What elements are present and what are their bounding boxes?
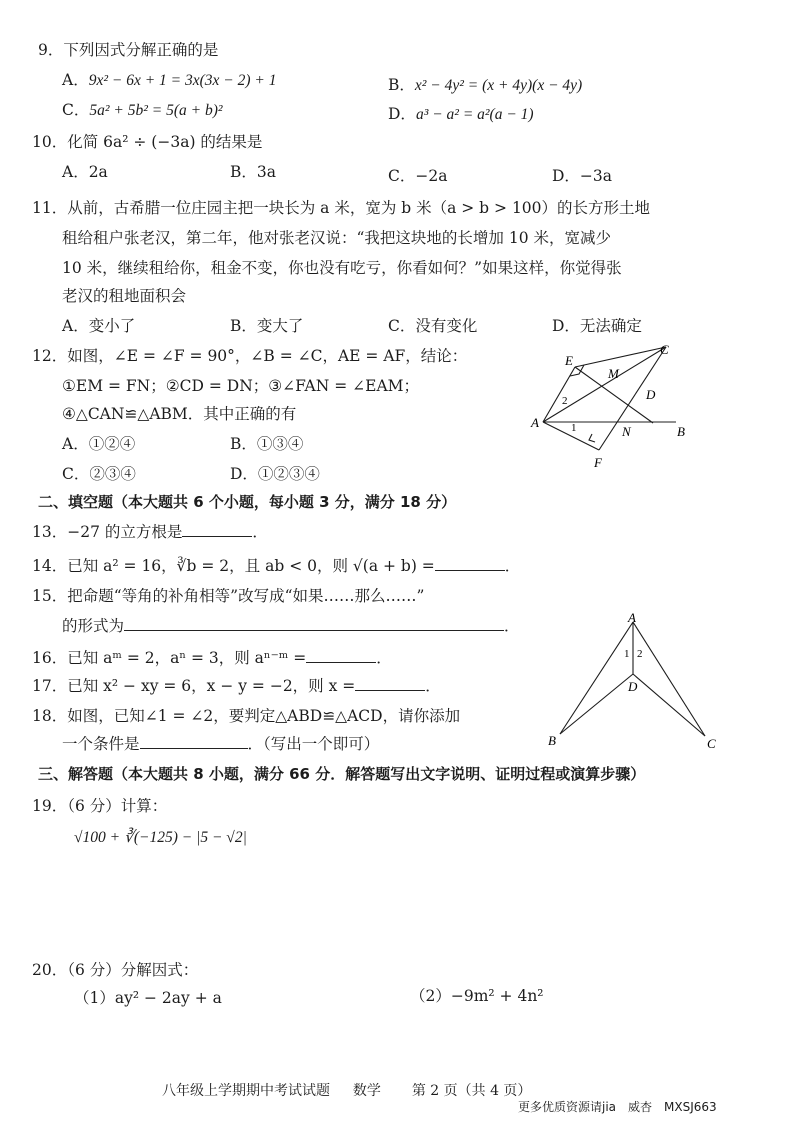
q16	[32, 648, 392, 668]
q12-option-c: C．②③④	[62, 465, 136, 483]
q13-end: ．	[252, 523, 268, 541]
q9-option-a	[62, 70, 277, 91]
q20-part-1: （1）ay² − 2ay + a	[74, 989, 222, 1007]
footer	[162, 1080, 531, 1100]
q10-option-d: D．−3a	[552, 167, 613, 185]
q12-label-a: A	[531, 415, 539, 430]
q16-end: ．	[376, 649, 392, 667]
q12-figure	[526, 340, 706, 475]
q9-option-d	[388, 104, 534, 125]
q18-line-1: 18．如图，已知∠1 = ∠2，要判定△ABD≌△ACD，请你添加	[32, 707, 461, 725]
q12-line-fc	[599, 347, 666, 450]
q12-label-d: D	[646, 387, 656, 402]
q14-text: 14．已知 a² = 16，∛b = 2，且 ab < 0，则 √(a + b) =	[32, 557, 435, 575]
q18-label-a: A	[628, 612, 636, 625]
q19-expression: √100 + ∛(−125) − |5 − √2|	[74, 829, 247, 846]
q9-option-b-expr: x² − 4y² = (x + 4y)(x − 4y)	[414, 77, 583, 94]
q11-option-c: C．没有变化	[388, 317, 478, 335]
q18-end: ．（写出一个即可）	[247, 735, 380, 753]
section-3-title: 三、解答题（本大题共 8 小题，满分 66 分．解答题写出文字说明、证明过程或演算步骤）	[38, 765, 646, 783]
q15-line-1: 15．把命题“等角的补角相等”改写成“如果……那么……”	[32, 587, 425, 605]
q11-line-2: 租给租户张老汉，第二年，他对张老汉说：“我把这块地的长增加 10 米，宽减少	[62, 229, 612, 247]
section-2-title: 二、填空题（本大题共 6 个小题，每小题 3 分，满分 18 分）	[38, 493, 457, 511]
q10-stem: 10．化简 6a² ÷ (−3a) 的结果是	[32, 133, 263, 151]
q11-option-d: D．无法确定	[552, 317, 642, 335]
q9-option-d-expr: a³ − a² = a²(a − 1)	[415, 106, 534, 123]
watermark-text: 更多优质资源请jia 威杏 MXSJ663	[518, 1100, 717, 1114]
q17	[32, 676, 441, 696]
q10-option-a: A．2a	[62, 163, 108, 181]
q16-blank[interactable]	[306, 648, 376, 663]
q18-label-angle-2: 2	[637, 648, 643, 660]
q12-label-n: N	[622, 424, 631, 439]
q9-stem: 9．下列因式分解正确的是	[38, 41, 219, 59]
q17-end: ．	[425, 677, 441, 695]
q9-option-c-label: C．	[62, 101, 90, 119]
q12-label-m: M	[608, 366, 619, 381]
q14	[32, 556, 520, 576]
q11-line-1: 11．从前，古希腊一位庄园主把一块长为 a 米，宽为 b 米（a > b > 100）的长方形土地	[32, 199, 651, 217]
q12-option-b: B．①③④	[230, 435, 304, 453]
q12-right-angle-f	[589, 434, 595, 442]
q12-label-angle-1: 1	[571, 422, 577, 434]
q18-label-d: D	[628, 679, 638, 694]
q14-blank[interactable]	[435, 556, 505, 571]
q18-line-ac	[633, 622, 705, 736]
footer-title: 八年级上学期期中考试试题	[162, 1083, 330, 1099]
q11-line-4: 老汉的租地面积会	[62, 287, 187, 305]
q12-label-e: E	[565, 353, 573, 368]
q18-label-b: B	[548, 733, 556, 748]
q15-blank[interactable]	[124, 616, 504, 631]
q12-line-ec	[575, 347, 666, 367]
q15-line-2	[62, 616, 520, 636]
q11-option-a: A．变小了	[62, 317, 136, 335]
q18-figure	[540, 612, 725, 752]
q12-label-c: C	[660, 342, 669, 357]
q9-option-b-label: B．	[388, 76, 415, 94]
q12-label-angle-2: 2	[562, 395, 568, 407]
q12-line-3: ④△CAN≌△ABM．其中正确的有	[62, 405, 297, 423]
q18-label-c: C	[707, 736, 716, 751]
q19-text: 19．（6 分）计算：	[32, 797, 168, 815]
q9-option-b	[388, 75, 582, 96]
q12-line-ae	[543, 367, 575, 422]
q20-text: 20．（6 分）分解因式：	[32, 961, 199, 979]
q12-label-f: F	[594, 455, 602, 470]
q11-option-b: B．变大了	[230, 317, 304, 335]
q16-text: 16．已知 aᵐ = 2，aⁿ = 3，则 aⁿ⁻ᵐ =	[32, 649, 307, 667]
q13-blank[interactable]	[182, 522, 252, 537]
q12-line-1: 12．如图，∠E = ∠F = 90°，∠B = ∠C，AE = AF，结论：	[32, 347, 468, 365]
q11-line-3: 10 米，继续租给你，租金不变，你也没有吃亏，你看如何？”如果这样，你觉得张	[62, 259, 622, 277]
q9-option-c-expr: 5a² + 5b² = 5(a + b)²	[89, 102, 223, 119]
q17-blank[interactable]	[355, 676, 425, 691]
q15-end: ．	[504, 617, 520, 635]
q9-option-d-label: D．	[388, 105, 416, 123]
q10-option-b: B．3a	[230, 163, 276, 181]
q18-line-bd	[560, 674, 633, 734]
q13	[32, 522, 268, 542]
q12-line-ac	[543, 347, 666, 422]
q13-text: 13．−27 的立方根是	[32, 523, 183, 541]
q18-line-2	[62, 734, 379, 754]
q17-text: 17．已知 x² − xy = 6，x − y = −2，则 x =	[32, 677, 356, 695]
q12-label-b: B	[677, 424, 685, 439]
q18-line-ab	[560, 622, 633, 734]
q12-option-a: A．①②④	[62, 435, 136, 453]
q18-text: 一个条件是	[62, 735, 140, 753]
q20-part-2: （2）−9m² + 4n²	[410, 987, 544, 1005]
q9-option-c	[62, 100, 223, 121]
q18-line-cd	[633, 674, 705, 736]
footer-subject: 数学	[352, 1083, 381, 1099]
q12-option-d: D．①②③④	[230, 465, 320, 483]
q9-option-a-label: A．	[62, 71, 89, 89]
q15-text: 的形式为	[62, 617, 125, 635]
q14-end: ．	[504, 557, 521, 575]
q18-label-angle-1: 1	[624, 648, 630, 660]
q18-blank[interactable]	[140, 734, 248, 749]
q12-line-2: ①EM = FN；②CD = DN；③∠FAN = ∠EAM；	[62, 377, 420, 395]
footer-page: 第 2 页（共 4 页）	[411, 1083, 532, 1099]
q9-option-a-expr: 9x² − 6x + 1 = 3x(3x − 2) + 1	[88, 72, 277, 89]
q10-option-c: C．−2a	[388, 167, 448, 185]
